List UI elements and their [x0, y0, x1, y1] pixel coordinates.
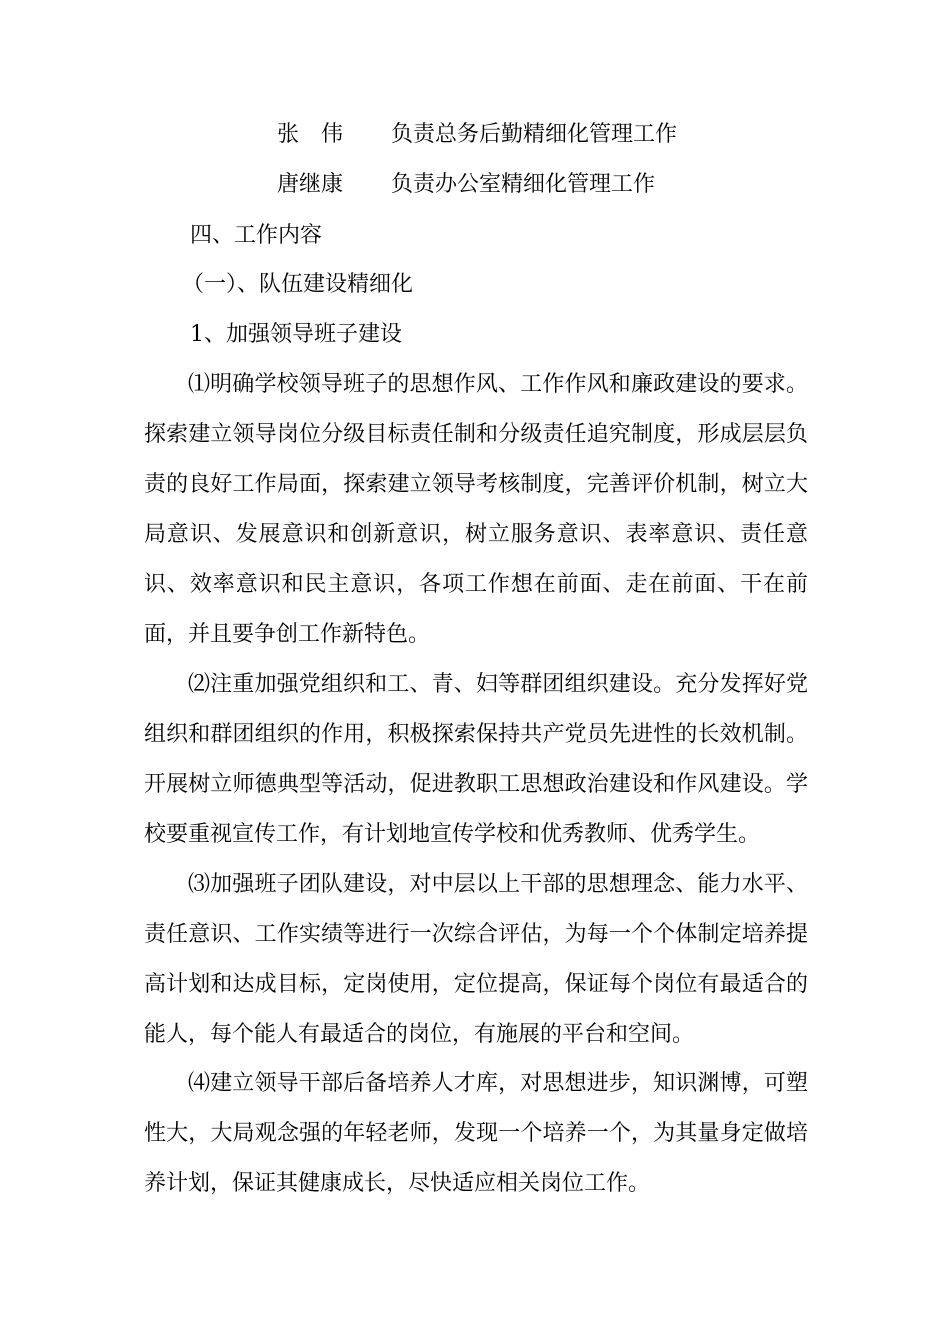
subsection-heading: （一）、队伍建设精细化: [182, 272, 414, 297]
item-heading: 1、加强领导班子建设: [190, 322, 402, 347]
paragraph: ⑴明确学校领导班子的思想作风、工作作风和廉政建设的要求。探索建立领导岗位分级目标责任制和分级责任追究制度，形成层层负责的良好工作局面，探索建立领导考核制度，完善评价机制，树立大局意识、发展意识和创新意识，树立服务意识、表率意识、责任意识、效率意识和民主意识，各项工作想在前面、走在前面、干在前面，并且要争创工作新特色。: [144, 372, 808, 647]
roster-name: 张 伟: [277, 122, 344, 147]
roster-duty: 负责办公室精细化管理工作: [391, 172, 656, 197]
section-heading: 四、工作内容: [190, 223, 323, 248]
paragraph: ⑶加强班子团队建设，对中层以上干部的思想理念、能力水平、责任意识、工作实绩等进行一次综合评估，为每一个个体制定培养提高计划和达成目标，定岗使用，定位提高，保证每个岗位有最适合的能人，每个能人有最适合的岗位，有施展的平台和空间。: [144, 872, 808, 1047]
roster-duty: 负责总务后勤精细化管理工作: [391, 122, 678, 147]
paragraph: ⑷建立领导干部后备培养人才库，对思想进步，知识渊博，可塑性大，大局观念强的年轻老师，发现一个培养一个，为其量身定做培养计划，保证其健康成长，尽快适应相关岗位工作。: [144, 1071, 808, 1196]
paragraph: ⑵注重加强党组织和工、青、妇等群团组织建设。充分发挥好党组织和群团组织的作用，积极探索保持共产党员先进性的长效机制。开展树立师德典型等活动，促进教职工思想政治建设和作风建设。学校要重视宣传工作，有计划地宣传学校和优秀教师、优秀学生。: [144, 672, 808, 847]
roster-name: 唐继康: [277, 172, 344, 197]
